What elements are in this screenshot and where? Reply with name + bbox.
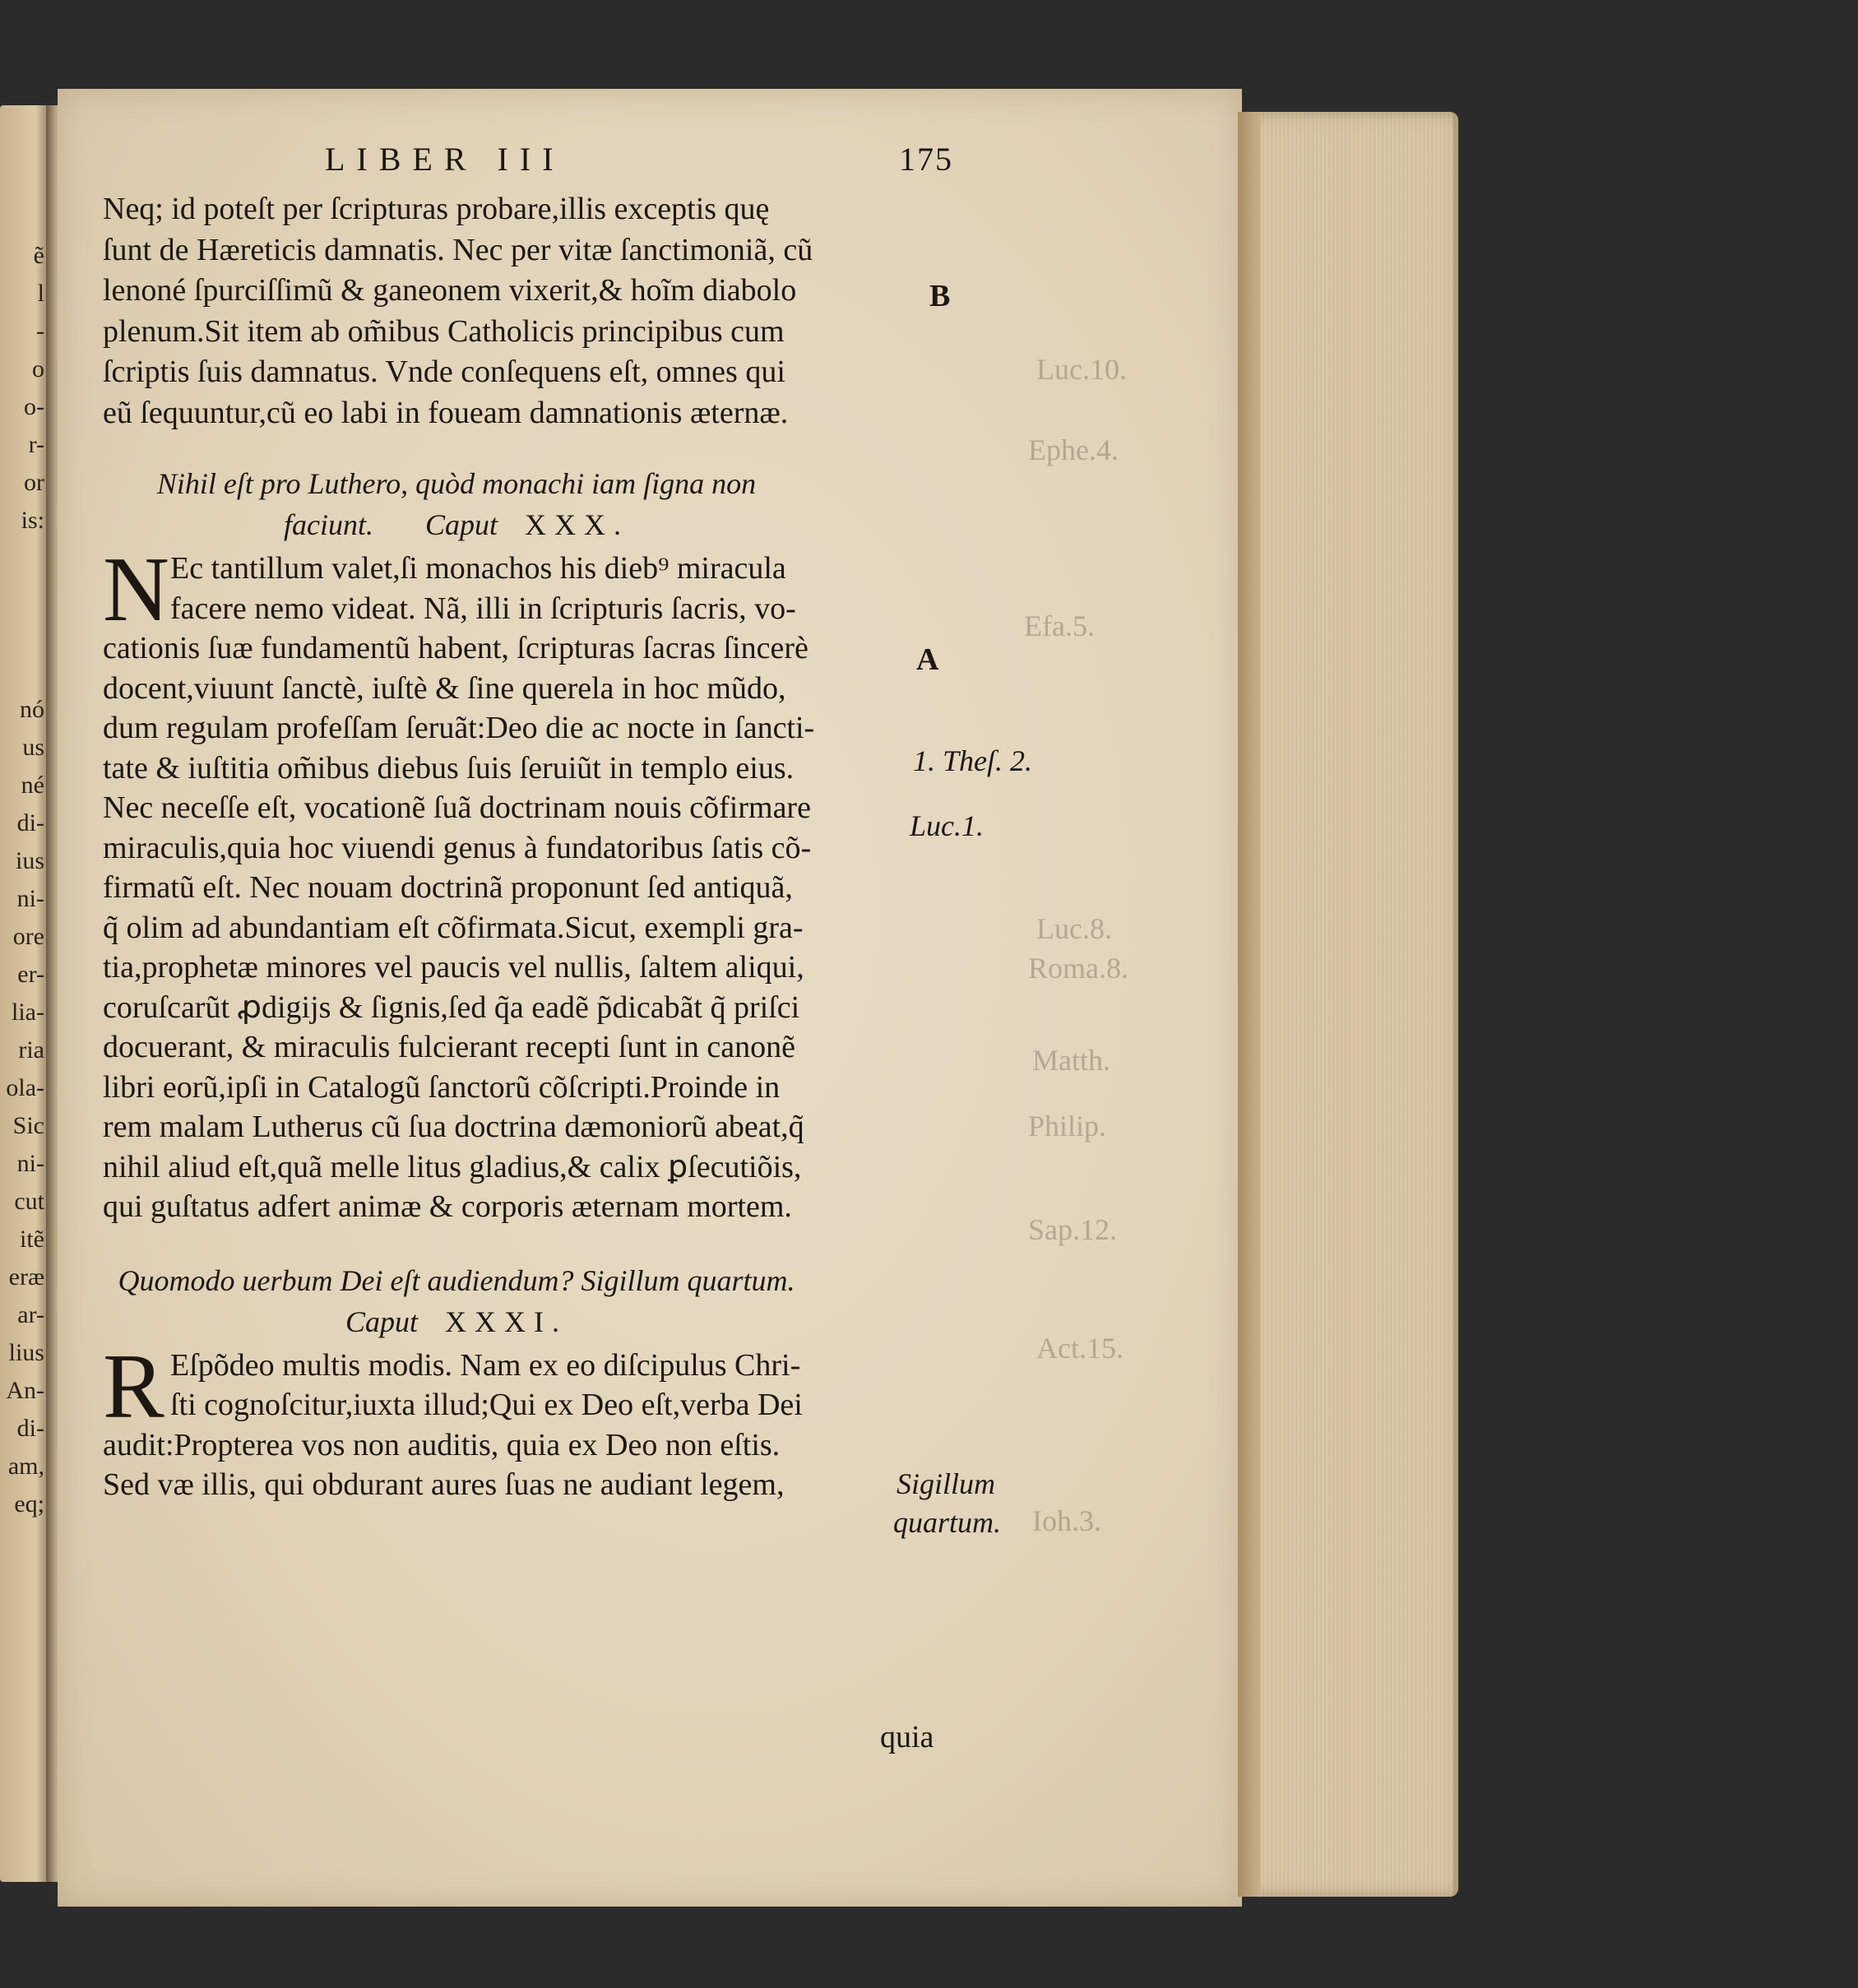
text-line: q̃ olim ad abundantiam eſt cõfirmata.Sicut, exempli gra- (103, 910, 804, 945)
running-head (103, 140, 1032, 189)
catchword: quia (880, 1720, 934, 1754)
text-line: docuerant, & miraculis fulcierant recepti ſunt in canonẽ (103, 1030, 795, 1064)
left-page-text-fragments (2, 237, 49, 1523)
show-through-note: Act.15. (1036, 1332, 1124, 1365)
fragment: is: (21, 507, 44, 534)
fragment: eræ (8, 1263, 44, 1291)
fragment: ore (12, 923, 44, 950)
fragment: - (36, 317, 44, 345)
fragment: di- (16, 1415, 44, 1442)
text-line: lenoné ſpurciſſimũ & ganeonem vixerit,& hoĩm diabolo (103, 273, 797, 308)
show-through-note: Efa.5. (1024, 609, 1095, 642)
text-line: dum regulam profeſſam ſeruãt:Deo die ac nocte in ſancti- (103, 711, 815, 745)
fragment: am, (7, 1453, 44, 1480)
chapter-heading-line: Nihil eſt pro Luthero, quòd monachi iam ſigna non (156, 467, 757, 500)
chapter-heading-line: Quomodo uerbum Dei eſt audiendum? Sigillum quartum. (118, 1263, 795, 1297)
caput-number: XXX. (525, 508, 629, 541)
paragraph-3 (103, 1335, 1032, 1505)
chapter-heading-31 (103, 1260, 810, 1342)
fragment (2, 615, 49, 653)
fragment: ni- (16, 1150, 44, 1177)
text-line: eũ ſequuntur,cũ eo labi in foueam damnationis æternæ. (103, 395, 789, 430)
fragment: lius (8, 1339, 44, 1366)
fragment: di- (16, 809, 44, 836)
show-through-note: Philip. (1028, 1110, 1107, 1142)
fragment: né (21, 772, 44, 799)
fragment: ar- (17, 1301, 44, 1328)
fragment: ola- (6, 1074, 44, 1101)
fragment: r- (28, 431, 44, 458)
text-line: plenum.Sit item ab om̃ibus Catholicis principibus cum (103, 313, 785, 349)
text-line: miraculis,quia hoc viuendi genus à fundatoribus ſatis cõ- (103, 830, 812, 865)
text-line: audit:Propterea vos non auditis, quia ex Deo non eſtis. (103, 1427, 781, 1462)
fragment: An- (6, 1377, 44, 1404)
page-fore-edge (1238, 112, 1458, 1897)
text-line: tia,prophetæ minores vel paucis vel nullis, ſaltem aliqui, (103, 950, 804, 985)
text-line: facere nemo videat. Nã, illi in ſcripturis ſacris, vo- (170, 591, 796, 626)
drop-cap-initial: R (103, 1335, 164, 1438)
show-through-note: Matth. (1032, 1044, 1110, 1077)
text-line: nihil aliud eſt,quã melle litus gladius,& calix ꝑſecutiõis, (103, 1149, 802, 1184)
text-line: Neq; id poteſt per ſcripturas probare,illis exceptis quę (103, 192, 770, 226)
text-line: coruſcarũt ꝓdigijs & ſignis,ſed q̃a eadẽ p̃dicabãt q̃ priſci (103, 989, 800, 1025)
text-line: firmatũ eſt. Nec nouam doctrinã proponunt ſed antiquã, (103, 870, 793, 905)
text-line: cationis ſuæ fundamentũ habent, ſcripturas ſacras ſincerè (103, 631, 809, 665)
text-line: tate & iuſtitia om̃ibus diebus ſuis ſeruiũt in templo eius. (103, 750, 795, 785)
fragment: cut (14, 1188, 44, 1215)
text-line: ſcriptis ſuis damnatus. Vnde conſequens eſt, omnes qui (103, 355, 785, 389)
paragraph-2 (103, 539, 1032, 1227)
fragment: l (37, 280, 44, 307)
show-through-note: Ephe.4. (1028, 433, 1119, 466)
fragment: Sic (12, 1112, 44, 1139)
show-through-note: Luc.10. (1036, 353, 1127, 386)
chapter-heading-30 (103, 463, 810, 545)
margin-letter-b: B (929, 279, 951, 313)
page-number: 175 (899, 141, 953, 178)
text-line: rem malam Lutherus cũ ſua doctrina dæmoniorũ abeat,q̃ (103, 1110, 804, 1144)
margin-note-quartum: quartum. (893, 1506, 1002, 1539)
caput-label: Caput (424, 508, 498, 541)
fragment: itẽ (20, 1226, 44, 1253)
text-line: libri eorũ,ipſi in Catalogũ ſanctorũ cõſcripti.Proinde in (103, 1069, 781, 1105)
caput-label: Caput (345, 1304, 419, 1338)
fragment: ria (18, 1036, 44, 1064)
margin-ref-luke: Luc.1. (910, 809, 984, 842)
text-line: docent,viuunt ſanctè, iuſtè & ſine querela in hoc mũdo, (103, 670, 786, 706)
margin-letter-a: A (916, 642, 939, 677)
text-line: qui guſtatus adfert animæ & corporis æternam mortem. (103, 1189, 792, 1224)
fragment: us (22, 734, 44, 761)
paragraph-1 (103, 189, 1032, 433)
text-line: ſti cognoſcitur,iuxta illud;Qui ex Deo eſt,verba Dei (170, 1388, 803, 1422)
text-line: Ec tantillum valet,ſi monachos his dieb⁹ miracula (170, 551, 786, 586)
caput-number: XXXI. (445, 1304, 568, 1338)
margin-note-sigillum: Sigillum (897, 1467, 996, 1500)
fragment (2, 540, 49, 577)
fragment: lia- (12, 999, 44, 1026)
chapter-heading-caput (103, 1301, 810, 1342)
fragment: or (24, 469, 44, 496)
fragment (2, 577, 49, 615)
fragment: ni- (16, 885, 44, 912)
show-through-note: Sap.12. (1028, 1213, 1117, 1246)
fragment: ius (15, 847, 44, 874)
chapter-heading-word: faciunt. (284, 508, 373, 541)
fragment: o (32, 355, 44, 382)
fragment: o- (24, 393, 44, 420)
chapter-heading-caput (103, 504, 810, 545)
fragment: nó (20, 696, 44, 723)
show-through-note: Ioh.3. (1032, 1504, 1101, 1537)
margin-ref-thessalonians: 1. Theſ. 2. (913, 744, 1033, 777)
text-line: ſunt de Hæreticis damnatis. Nec per vitæ ſanctimoniã, cũ (103, 232, 813, 267)
fragment: ẽ (33, 242, 44, 269)
show-through-note: Luc.8. (1036, 912, 1112, 945)
drop-cap-initial: N (103, 539, 169, 641)
page-text-block (103, 140, 1032, 1505)
left-page-edge (0, 105, 51, 1882)
fragment: er- (17, 961, 44, 988)
fragment (2, 653, 49, 691)
text-line: Sed væ illis, qui obdurant aures ſuas ne audiant legem, (103, 1467, 785, 1502)
text-line: Nec neceſſe eſt, vocationẽ ſuã doctrinam nouis cõfirmare (103, 790, 811, 825)
running-head-title: LIBER III (325, 141, 565, 178)
fragment: eq; (14, 1490, 44, 1518)
show-through-note: Roma.8. (1028, 952, 1128, 985)
text-line: Eſpõdeo multis modis. Nam ex eo diſcipulus Chri- (170, 1347, 801, 1383)
